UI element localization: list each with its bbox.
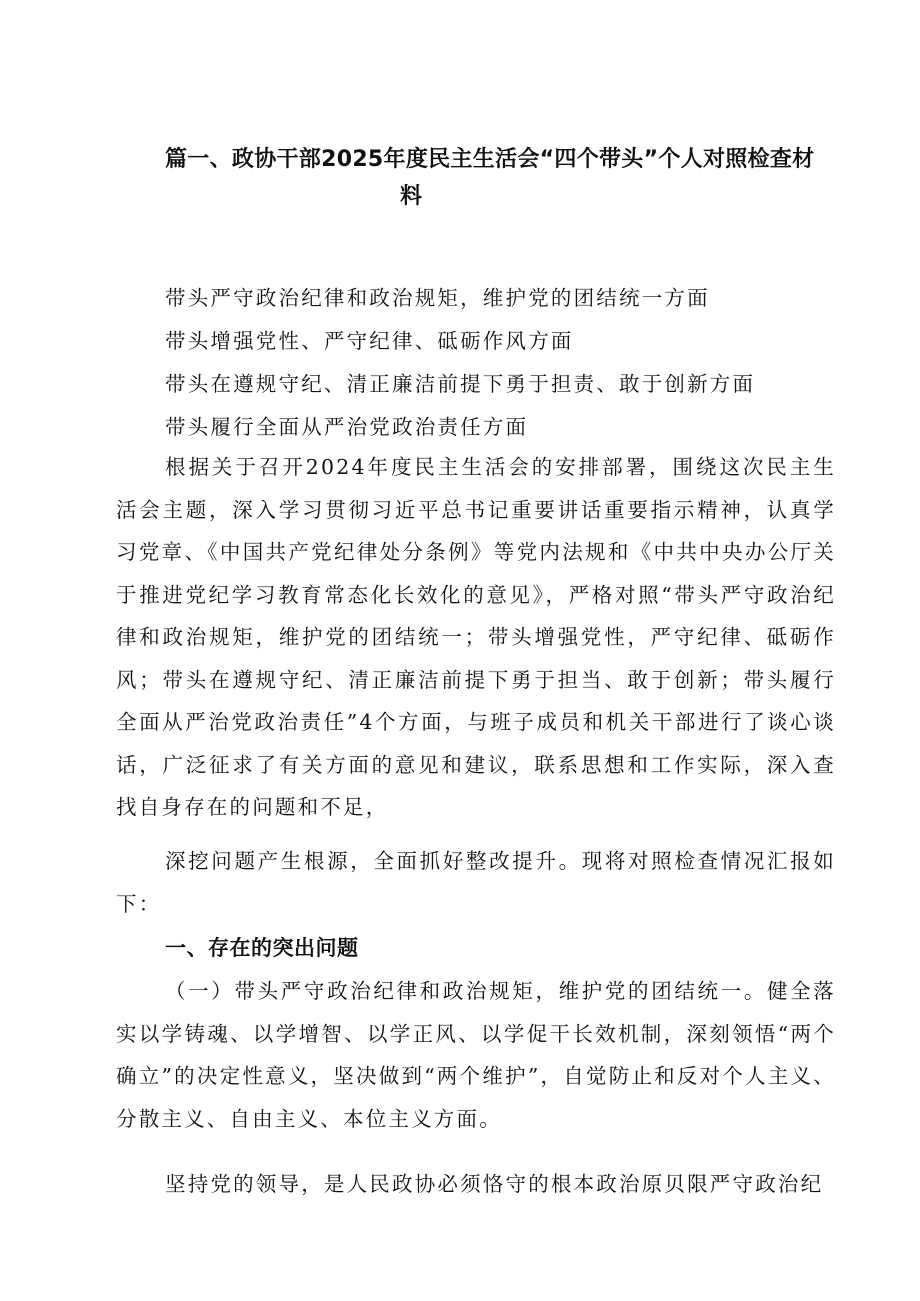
outline-item-2: 带头增强党性、严守纪律、砥砺作风方面 bbox=[165, 329, 574, 353]
document-title bbox=[165, 141, 855, 215]
section-heading: 一、存在的突出问题 bbox=[165, 936, 359, 960]
title-line-1: 篇一、政协干部2025年度民主生活会“四个带头”个人对照检查材 bbox=[165, 147, 815, 172]
outline-item-4: 带头履行全面从严治党政治责任方面 bbox=[165, 415, 529, 439]
outline-item-1: 带头严守政治纪律和政治规矩，维护党的团结统一方面 bbox=[165, 286, 710, 310]
second-paragraph: 深挖问题产生根源，全面抓好整改提升。现将对照检查情况汇报如下： bbox=[116, 849, 836, 916]
subsection-paragraph: （一）带头严守政治纪律和政治规矩，维护党的团结统一。健全落实以学铸魂、以学增智、以学正风、以学促干长效机制，深刻领悟“两个确立”的决定性意义，坚决做到“两个维护”，自觉防止和反对个人主义、分散主义、自由主义、本位主义方面。 bbox=[116, 979, 836, 1131]
last-paragraph: 坚持党的领导，是人民政协必须恪守的根本政治原贝限严守政治纪 bbox=[165, 1172, 824, 1196]
title-line-2: 料 bbox=[400, 184, 423, 209]
outline-item-3: 带头在遵规守纪、清正廉洁前提下勇于担责、敢于创新方面 bbox=[165, 372, 756, 396]
intro-paragraph: 根据关于召开2024年度民主生活会的安排部署，围绕这次民主生活会主题，深入学习贯彻习近平总书记重要讲话重要指示精神，认真学习党章、《中国共产党纪律处分条例》等党内法规和《中共中央办公厅关于推进党纪学习教育常态化长效化的意见》，严格对照“带头严守政治纪律和政治规矩，维护党的团结统一；带头增强党性，严守纪律、砥砺作风；带头在遵规守纪、清正廉洁前提下勇于担当、敢于创新；带头履行全面从严治党政治责任”4个方面，与班子成员和机关干部进行了谈心谈话，广泛征求了有关方面的意见和建议，联系思想和工作实际，深入查找自身存在的问题和不足， bbox=[116, 455, 836, 819]
